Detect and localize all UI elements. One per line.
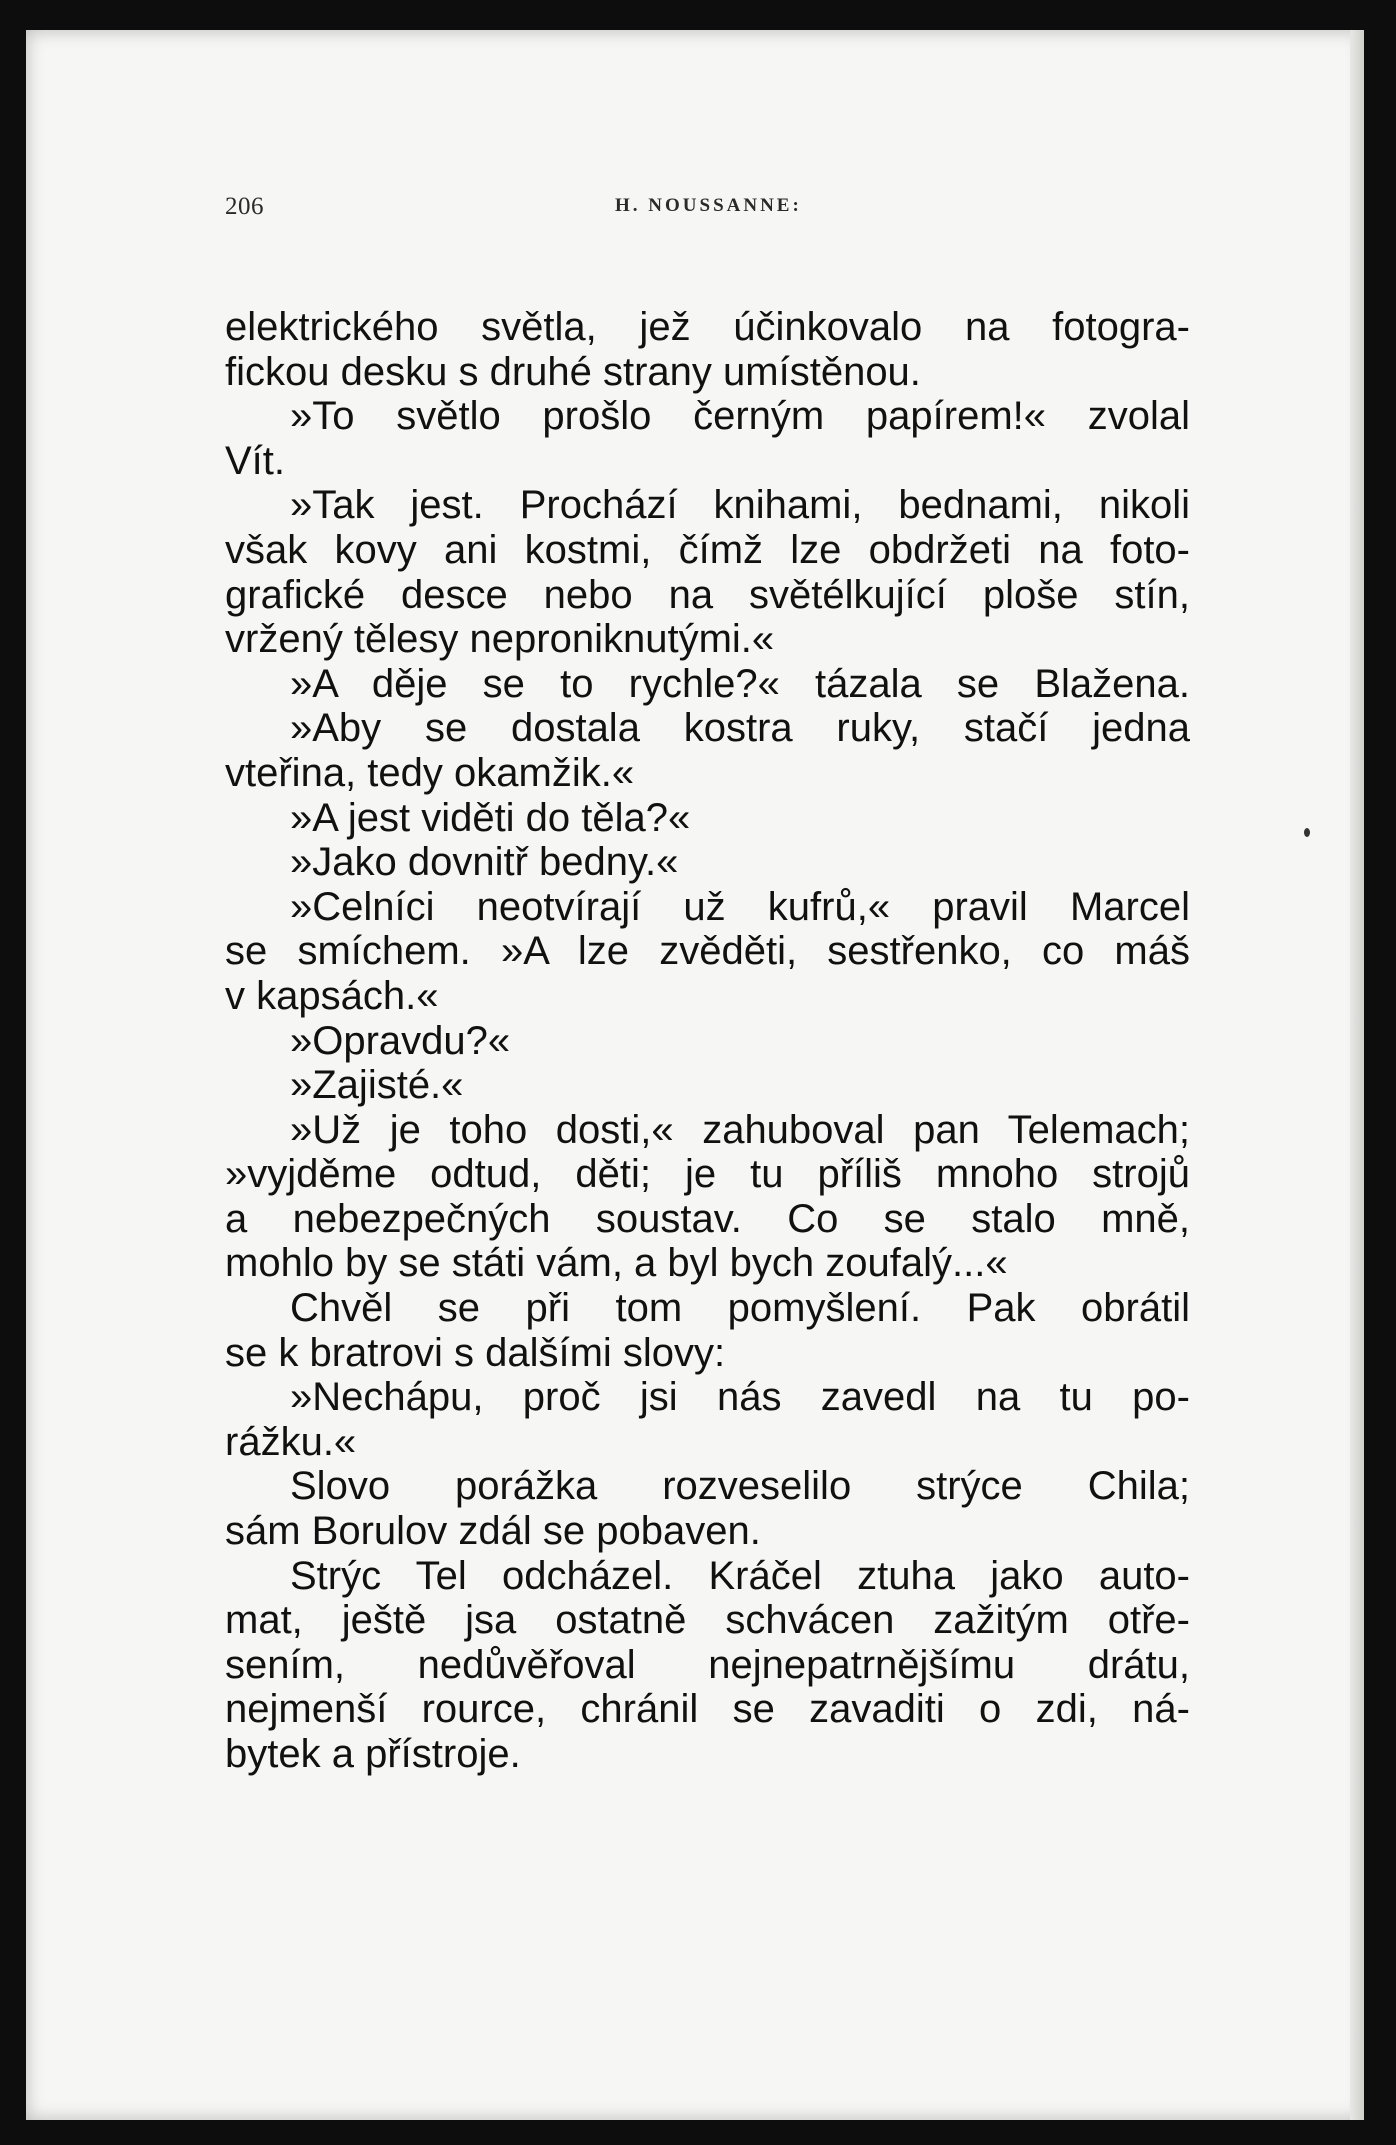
paper-speck	[1304, 828, 1310, 837]
text-line: rážku.«	[225, 1419, 357, 1464]
text-line: se k bratrovi s dalšími slovy:	[225, 1330, 726, 1375]
text-line: »Opravdu?«	[290, 1018, 511, 1063]
text-line: mat, ještě jsa ostatně schvácen zažitým otře-	[225, 1598, 1190, 1643]
text-line: »Zajisté.«	[290, 1063, 464, 1108]
text-line: »Jako dovnitř bedny.«	[290, 840, 679, 885]
text-line: a nebezpečných soustav. Co se stalo mně,	[225, 1196, 1190, 1241]
running-head	[225, 193, 1190, 233]
text-line: »Aby se dostala kostra ruky, stačí jedna	[290, 706, 1190, 751]
text-line: mohlo by se státi vám, a byl bych zoufalý...«	[225, 1241, 1008, 1286]
text-line: nejmenší rource, chránil se zavaditi o zdi, ná-	[225, 1687, 1190, 1732]
text-line: Slovo porážka rozveselilo strýce Chila;	[290, 1464, 1190, 1509]
text-line: se smíchem. »A lze zvěděti, sestřenko, co máš	[225, 929, 1190, 974]
page-number: 206	[225, 193, 264, 220]
text-line: »Už je toho dosti,« zahuboval pan Telemach;	[290, 1107, 1190, 1152]
text-line: grafické desce nebo na světélkující ploše stín,	[225, 572, 1190, 617]
text-line: »Nechápu, proč jsi nás zavedl na tu po-	[290, 1375, 1190, 1420]
text-line: »vyjděme odtud, děti; je tu příliš mnoho strojů	[225, 1152, 1190, 1197]
text-line: »To světlo prošlo černým papírem!« zvolal	[290, 394, 1190, 439]
text-line: elektrického světla, jež účinkovalo na fotogra-	[225, 305, 1190, 349]
text-line: sením, nedůvěřoval nejnepatrnějšímu drátu,	[225, 1642, 1190, 1687]
text-line: »Tak jest. Prochází knihami, bednami, nikoli	[290, 483, 1190, 528]
text-line: Chvěl se při tom pomyšlení. Pak obrátil	[290, 1286, 1190, 1331]
text-line: Strýc Tel odcházel. Kráčel ztuha jako auto-	[290, 1553, 1190, 1598]
page-edge	[1350, 30, 1364, 2120]
text-line: vržený tělesy neproniknutými.«	[225, 617, 775, 662]
text-line: »A jest viděti do těla?«	[290, 795, 691, 840]
body-text	[225, 305, 1190, 1777]
text-line: však kovy ani kostmi, čímž lze obdržeti na foto-	[225, 527, 1190, 572]
text-line: Vít.	[225, 438, 286, 483]
text-line: bytek a přístroje.	[225, 1732, 521, 1776]
text-line: »A děje se to rychle?« tázala se Blažena.	[290, 661, 1190, 706]
text-line: v kapsách.«	[225, 973, 439, 1018]
text-line: »Celníci neotvírají už kufrů,« pravil Marcel	[290, 884, 1190, 929]
text-line: fickou desku s druhé strany umístěnou.	[225, 349, 921, 394]
text-line: vteřina, tedy okamžik.«	[225, 750, 635, 795]
text-line: sám Borulov zdál se pobaven.	[225, 1509, 761, 1554]
running-title: H. NOUSSANNE:	[615, 195, 802, 216]
